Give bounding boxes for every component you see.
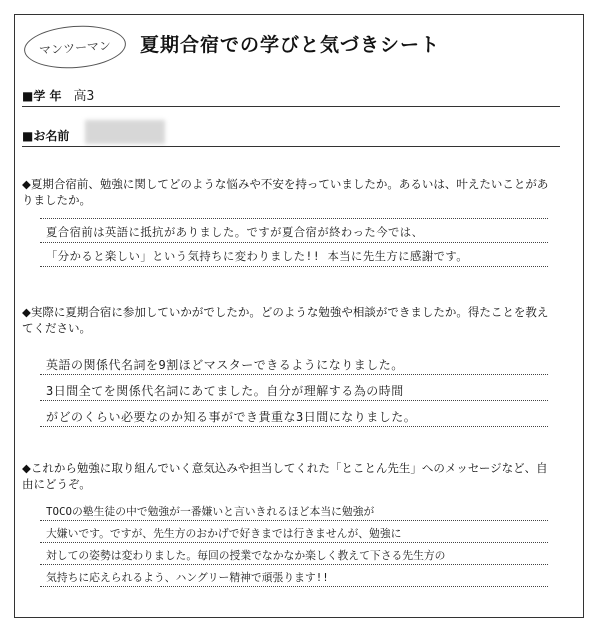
dotted-line (40, 218, 548, 219)
dotted-line (40, 242, 548, 243)
question-3: ◆これから勉強に取り組んでいく意気込みや担当してくれた「とことん先生」へのメッセージなど、自由にどうぞ。 (22, 461, 548, 491)
answer-3-line-1: TOCOの塾生徒の中で勉強が一番嫌いと言いきれるほど本当に勉強が (46, 505, 375, 518)
dotted-line (40, 586, 548, 587)
dotted-line (40, 542, 548, 543)
answer-3-line-3: 対しての姿勢は変わりました。毎回の授業でなかなか楽しく教えて下さる先生方の (46, 549, 446, 562)
answer-2-line-3: がどのくらい必要なのか知る事ができ貴重な3日間になりました。 (46, 410, 417, 424)
name-label: ■お名前 (22, 129, 70, 143)
question-1: ◆夏期合宿前、勉強に関してどのような悩みや不安を持っていましたか。あるいは、叶えたいことがありましたか。 (22, 177, 549, 207)
dotted-line (40, 426, 548, 427)
dotted-line (40, 564, 548, 565)
dotted-line (40, 266, 548, 267)
question-2: ◆実際に夏期合宿に参加していかがでしたか。どのような勉強や相談ができましたか。得たことを教えてください。 (22, 305, 549, 335)
redacted-name (85, 120, 165, 144)
answer-3-line-4: 気持ちに応えられるよう、ハングリー精神で頑張ります!! (46, 571, 329, 584)
sheet-title: 夏期合宿での学びと気づきシート (140, 34, 441, 56)
course-stamp: マンツーマン (23, 22, 128, 71)
name-row (22, 118, 165, 144)
answer-2-line-1: 英語の関係代名詞を9割ほどマスターできるようになりました。 (46, 358, 404, 372)
answer-1-line-2: 「分かると楽しい」という気持ちに変わりました!! 本当に先生方に感謝です。 (46, 250, 469, 263)
answer-3-line-2: 大嫌いです。ですが、先生方のおかげで好きまでは行きませんが、勉強に (46, 527, 402, 540)
answer-1-line-1: 夏合宿前は英語に抵抗がありました。ですが夏合宿が終わった今では、 (46, 226, 424, 239)
grade-value: 高3 (73, 89, 95, 104)
answer-2-line-2: 3日間全てを関係代名詞にあてました。自分が理解する為の時間 (46, 384, 404, 398)
name-underline (22, 146, 560, 147)
dotted-line (40, 374, 548, 375)
dotted-line (40, 400, 548, 401)
dotted-line (40, 520, 548, 521)
grade-label: ■学 年 (22, 89, 62, 103)
grade-row (22, 84, 94, 104)
grade-underline (22, 106, 560, 107)
